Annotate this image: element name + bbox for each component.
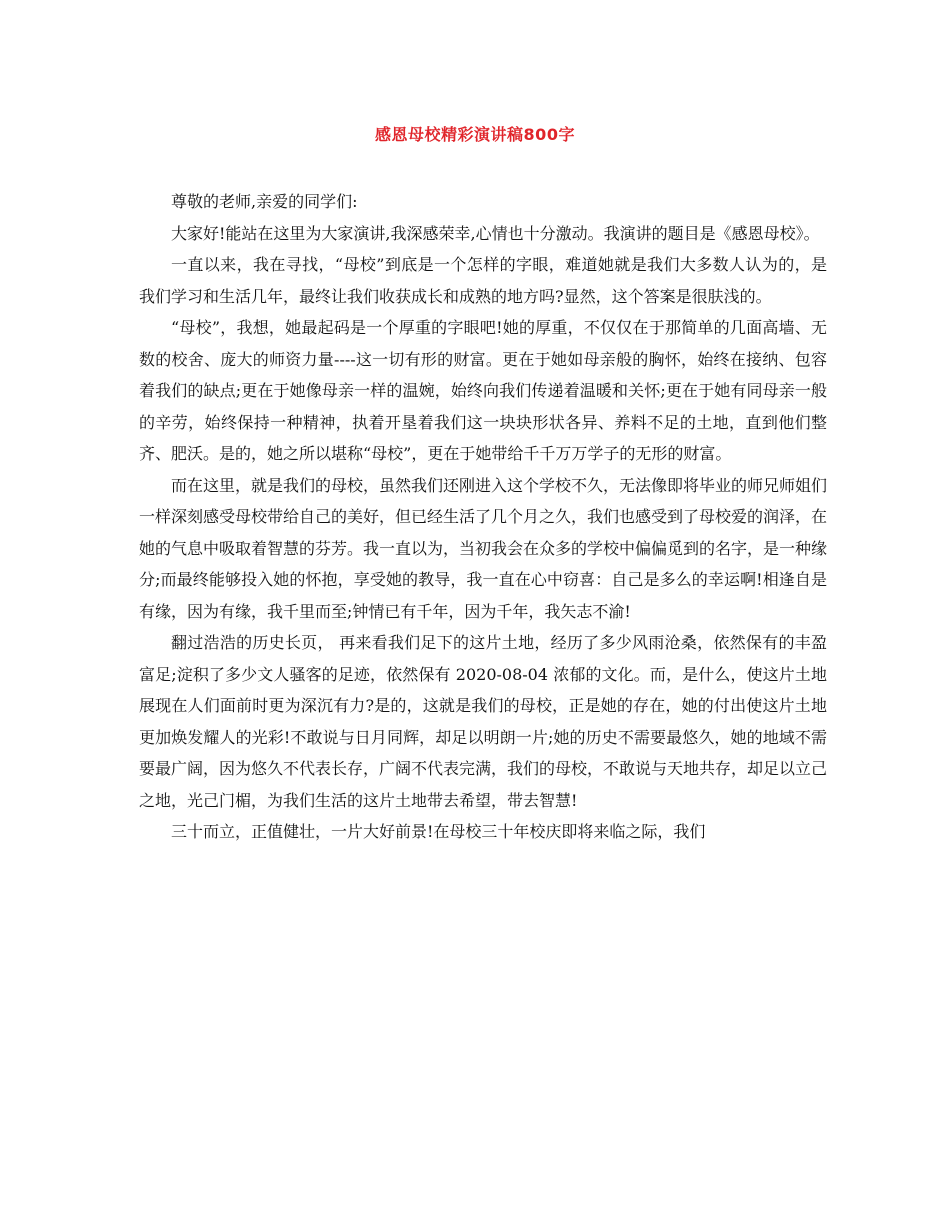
paragraph-searching: 一直以来，我在寻找，“母校”到底是一个怎样的字眼，难道她就是我们大多数人认为的，是我们学习和生活几年，最终让我们收获成长和成熟的地方吗?显然，这个答案是很肤浅的。 bbox=[139, 255, 827, 306]
paragraph-heavy-word: “母校”，我想，她最起码是一个厚重的字眼吧!她的厚重，不仅仅在于那简单的几面高墙、无数的校舍、庞大的师资力量----这一切有形的财富。更在于她如母亲般的胸怀，始终在接纳、包容着我们的缺点;更在于她像母亲一样的温婉，始终向我们传递着温暖和关怀;更在于她有同母亲一般的辛劳，始终保持一种精神，执着开垦着我们这一块块形状各异、养料不足的土地，直到他们整齐、肥沃。是的，她之所以堪称“母校”，更在于她带给千千万万学子的无形的财富。 bbox=[139, 318, 827, 463]
paragraph-thirty-years: 三十而立，正值健壮，一片大好前景!在母校三十年校庆即将来临之际，我们 bbox=[171, 822, 706, 841]
paragraph-history: 翻过浩浩的历史长页， 再来看我们足下的这片土地，经历了多少风雨沧桑，依然保有的丰盈富足;淀积了多少文人骚客的足迹，依然保有 2020-08-04 浓郁的文化。而，是什么，使这片土地展现在人们面前时更为深沉有力?是的，这就是我们的母校，正是她的存在，她的付出使这片土地更加焕发耀人的光彩!不敢说与日月同辉，却足以明朗一片;她的历史不需要最悠久，她的地域不需要最广阔，因为悠久不代表长存，广阔不代表完满，我们的母校，不敢说与天地共存，却足以立己之地，光己门楣，为我们生活的这片土地带去希望，带去智慧! bbox=[139, 633, 828, 810]
document-title: 感恩母校精彩演讲稿800字 bbox=[375, 125, 575, 144]
paragraph-greeting: 大家好!能站在这里为大家演讲,我深感荣幸,心情也十分激动。我演讲的题目是《感恩母校》。 bbox=[171, 223, 820, 243]
paragraph-salutation: 尊敬的老师,亲爱的同学们: bbox=[171, 192, 358, 211]
paragraph-our-school: 而在这里，就是我们的母校，虽然我们还刚进入这个学校不久，无法像即将毕业的师兄师姐们一样深刻感受母校带给自己的美好，但已经生活了几个月之久，我们也感受到了母校爱的润泽，在她的气息中吸取着智慧的芬芳。我一直以为，当初我会在众多的学校中偏偏觅到的名字，是一种缘分;而最终能够投入她的怀抱，享受她的教导，我一直在心中窃喜：自己是多么的幸运啊!相逢自是有缘，因为有缘，我千里而至;钟情已有千年，因为千年，我矢志不渝! bbox=[139, 475, 828, 621]
document-body bbox=[139, 186, 827, 848]
